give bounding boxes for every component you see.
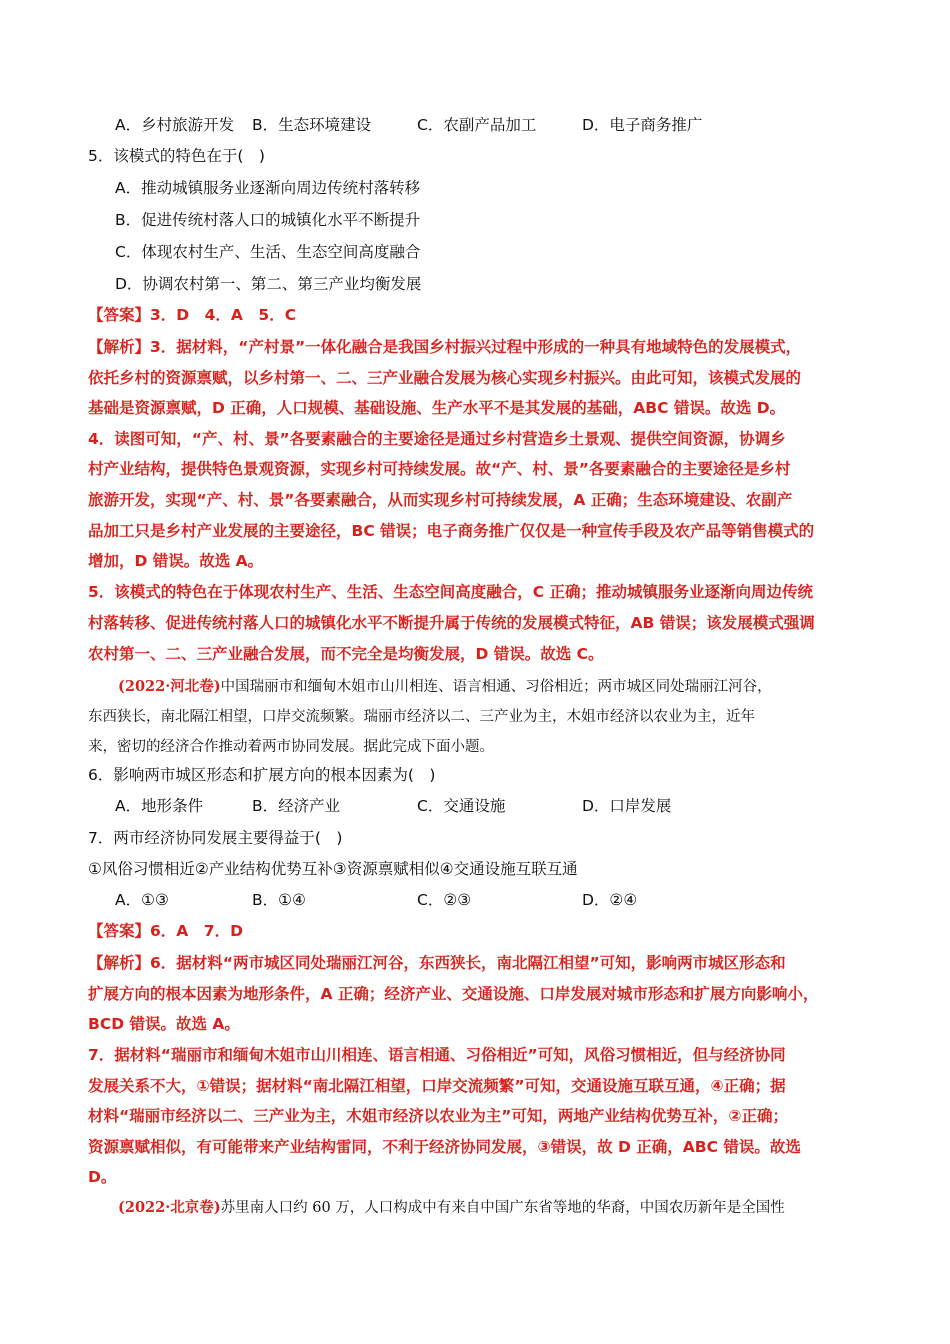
analysis-2-line-2: 扩展方向的根本因素为地形条件，A 正确；经济产业、交通设施、口岸发展对城市形态和扩展方向影响小， (88, 985, 819, 1003)
q5-option-a: A．推动城镇服务业逐渐向周边传统村落转移 (115, 179, 421, 197)
q7-items: ①风俗习惯相近②产业结构优势互补③资源禀赋相似④交通设施互联互通 (88, 860, 578, 878)
q7-option-b: B．①④ (252, 891, 306, 909)
analysis-1-line-5: 村产业结构，提供特色景观资源，实现乡村可持续发展。故“产、村、景”各要素融合的主要途径是乡村 (88, 460, 791, 478)
q5-option-c: C．体现农村生产、生活、生态空间高度融合 (115, 243, 421, 261)
q4-option-d: D．电子商务推广 (582, 116, 703, 134)
analysis-1-line-8: 增加，D 错误。故选 A。 (88, 552, 264, 570)
material-2-line-1 (118, 676, 772, 698)
answer-block-2: 【答案】6．A 7．D (88, 922, 243, 940)
q4-option-b: B．生态环境建设 (252, 116, 372, 134)
analysis-2-line-1: 【解析】6．据材料“两市城区同处瑞丽江河谷，东西狭长，南北隔江相望”可知，影响两市城区形态和 (88, 954, 786, 972)
material-3-source: (2022·北京卷) (118, 1199, 221, 1216)
analysis-1-line-4: 4．读图可知，“产、村、景”各要素融合的主要途径是通过乡村营造乡土景观、提供空间资源，协调乡 (88, 430, 786, 448)
analysis-1-line-11: 农村第一、二、三产业融合发展，而不完全是均衡发展，D 错误。故选 C。 (88, 645, 604, 663)
analysis-1-line-3: 基础是资源禀赋，D 正确，人口规模、基础设施、生产水平不是其发展的基础，ABC 错误。故选 D。 (88, 399, 786, 417)
q5-stem: 5．该模式的特色在于( ) (88, 147, 265, 165)
analysis-2-line-5: 发展关系不大，①错误；据材料“南北隔江相望，口岸交流频繁”可知，交通设施互联互通，④正确；据 (88, 1077, 786, 1095)
analysis-2-line-4: 7．据材料“瑞丽市和缅甸木姐市山川相连、语言相通、习俗相近”可知，风俗习惯相近，但与经济协同 (88, 1046, 786, 1064)
analysis-1-line-7: 品加工只是乡村产业发展的主要途径，BC 错误；电子商务推广仅仅是一种宣传手段及农产品等销售模式的 (88, 522, 815, 540)
analysis-2-line-6: 材料“瑞丽市经济以二、三产业为主，木姐市经济以农业为主”可知，两地产业结构优势互补，②正确； (88, 1107, 789, 1125)
q4-option-c: C．农副产品加工 (417, 116, 537, 134)
analysis-2-line-7: 资源禀赋相似，有可能带来产业结构雷同，不利于经济协同发展，③错误，故 D 正确，ABC 错误。故选 (88, 1138, 801, 1156)
q6-option-c: C．交通设施 (417, 797, 506, 815)
material-2-source: (2022·河北卷) (118, 678, 221, 695)
q6-stem: 6．影响两市城区形态和扩展方向的根本因素为( ) (88, 766, 436, 784)
q6-option-a: A．地形条件 (115, 797, 204, 815)
q7-option-a: A．①③ (115, 891, 169, 909)
material-3-text-1: 苏里南人口约 60 万，人口构成中有来自中国广东省等地的华裔，中国农历新年是全国性 (220, 1200, 785, 1216)
analysis-2-line-8: D。 (88, 1168, 117, 1186)
q7-stem: 7．两市经济协同发展主要得益于( ) (88, 829, 343, 847)
material-2-line-3: 来，密切的经济合作推动着两市协同发展。据此完成下面小题。 (88, 739, 494, 755)
analysis-1-line-1: 【解析】3．据材料，“产村景”一体化融合是我国乡村振兴过程中形成的一种具有地域特色的发展模式， (88, 338, 802, 356)
analysis-1-line-6: 旅游开发，实现“产、村、景”各要素融合，从而实现乡村可持续发展，A 正确；生态环境建设、农副产 (88, 491, 793, 509)
material-2-text-1: 中国瑞丽市和缅甸木姐市山川相连、语言相通、习俗相近；两市城区同处瑞丽江河谷， (220, 679, 772, 695)
answer-block-1: 【答案】3．D 4．A 5．C (88, 306, 297, 324)
material-2-line-2: 东西狭长，南北隔江相望，口岸交流频繁。瑞丽市经济以二、三产业为主，木姐市经济以农业为主，近年 (88, 709, 755, 725)
q6-option-b: B．经济产业 (252, 797, 341, 815)
q4-option-a: A．乡村旅游开发 (115, 116, 235, 134)
material-3-line-1 (118, 1197, 785, 1219)
q6-option-d: D．口岸发展 (582, 797, 672, 815)
analysis-1-line-10: 村落转移、促进传统村落人口的城镇化水平不断提升属于传统的发展模式特征，AB 错误；该发展模式强调 (88, 614, 815, 632)
q5-option-b: B．促进传统村落人口的城镇化水平不断提升 (115, 211, 421, 229)
analysis-1-line-9: 5．该模式的特色在于体现农村生产、生活、生态空间高度融合，C 正确；推动城镇服务业逐渐向周边传统 (88, 583, 814, 601)
q7-option-d: D．②④ (582, 891, 638, 909)
analysis-2-line-3: BCD 错误。故选 A。 (88, 1015, 240, 1033)
analysis-1-line-2: 依托乡村的资源禀赋，以乡村第一、二、三产业融合发展为核心实现乡村振兴。由此可知，该模式发展的 (88, 369, 802, 387)
q7-option-c: C．②③ (417, 891, 472, 909)
q5-option-d: D．协调农村第一、第二、第三产业均衡发展 (115, 275, 422, 293)
